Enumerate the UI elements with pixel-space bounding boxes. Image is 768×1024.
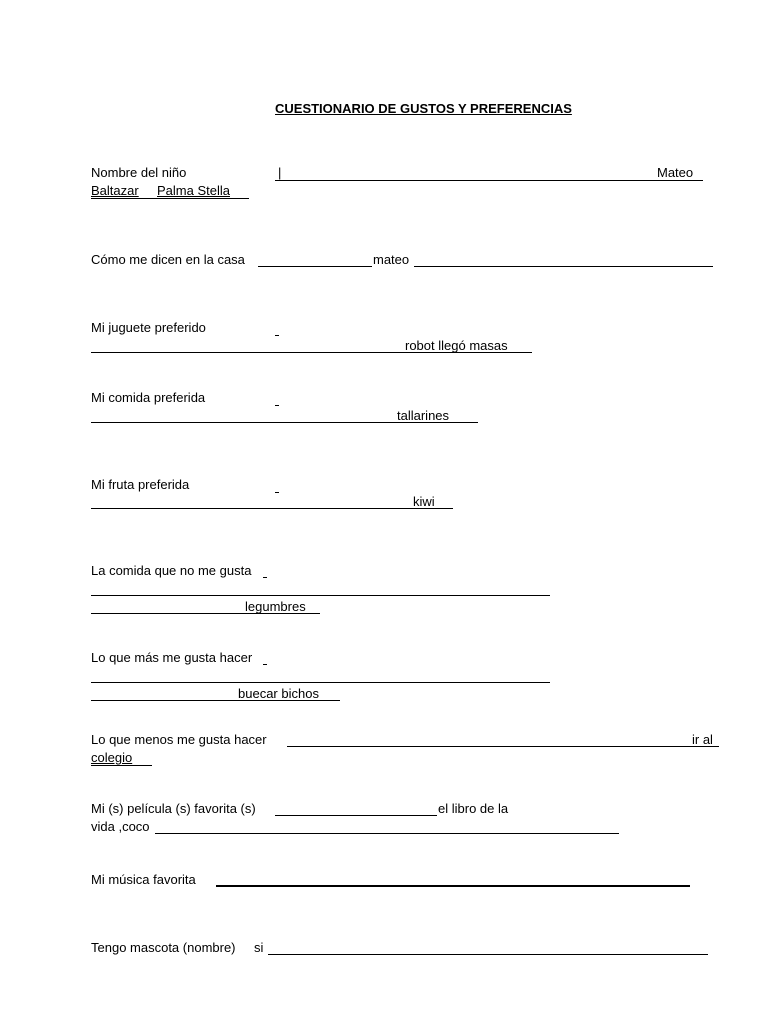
answer-line [91, 682, 550, 683]
answer-mark [275, 335, 279, 336]
field-label-menos-gusta: Lo que menos me gusta hacer [91, 732, 267, 747]
field-label-apodo: Cómo me dicen en la casa [91, 252, 245, 267]
field-label-mas-gusta: Lo que más me gusta hacer [91, 650, 253, 665]
answer-pelicula-2: vida ,coco [91, 819, 150, 834]
answer-line [91, 508, 453, 509]
answer-line [275, 180, 703, 181]
answer-line [91, 198, 249, 199]
field-label-comida: Mi comida preferida [91, 390, 206, 405]
answer-line [414, 266, 713, 267]
answer-fruta: kiwi [413, 494, 435, 509]
answer-line [216, 885, 690, 887]
answer-mark [275, 405, 279, 406]
answer-line [91, 595, 550, 596]
answer-mark [275, 492, 279, 493]
answer-mark [263, 577, 267, 578]
field-label-nombre: Nombre del niño [91, 165, 187, 180]
field-label-musica: Mi música favorita [91, 872, 196, 887]
answer-nombre-2: Baltazar [91, 183, 139, 198]
field-label-juguete: Mi juguete preferido [91, 320, 206, 335]
answer-mascota: si [254, 940, 264, 955]
page-title: CUESTIONARIO DE GUSTOS Y PREFERENCIAS [275, 101, 572, 116]
answer-line [287, 746, 719, 747]
text-cursor-mark: | [278, 165, 282, 180]
answer-pelicula-1: el libro de la [438, 801, 509, 816]
field-label-mascota: Tengo mascota (nombre) [91, 940, 236, 955]
answer-nombre-1: Mateo [657, 165, 694, 180]
answer-line [268, 954, 708, 955]
answer-line [91, 765, 152, 766]
answer-line [275, 815, 437, 816]
answer-comida: tallarines [397, 408, 450, 423]
answer-menos-gusta-2: colegio [91, 750, 133, 765]
answer-mark [263, 664, 267, 665]
field-label-no-gusta: La comida que no me gusta [91, 563, 252, 578]
field-label-pelicula: Mi (s) película (s) favorita (s) [91, 801, 256, 816]
answer-nombre-3: Palma Stella [157, 183, 230, 198]
answer-line [258, 266, 372, 267]
answer-menos-gusta-1: ir al [692, 732, 713, 747]
answer-apodo: mateo [373, 252, 410, 267]
answer-no-gusta: legumbres [245, 599, 306, 614]
answer-juguete: robot llegó masas [405, 338, 508, 353]
answer-mas-gusta: buecar bichos [238, 686, 319, 701]
field-label-fruta: Mi fruta preferida [91, 477, 190, 492]
answer-line [155, 833, 619, 834]
